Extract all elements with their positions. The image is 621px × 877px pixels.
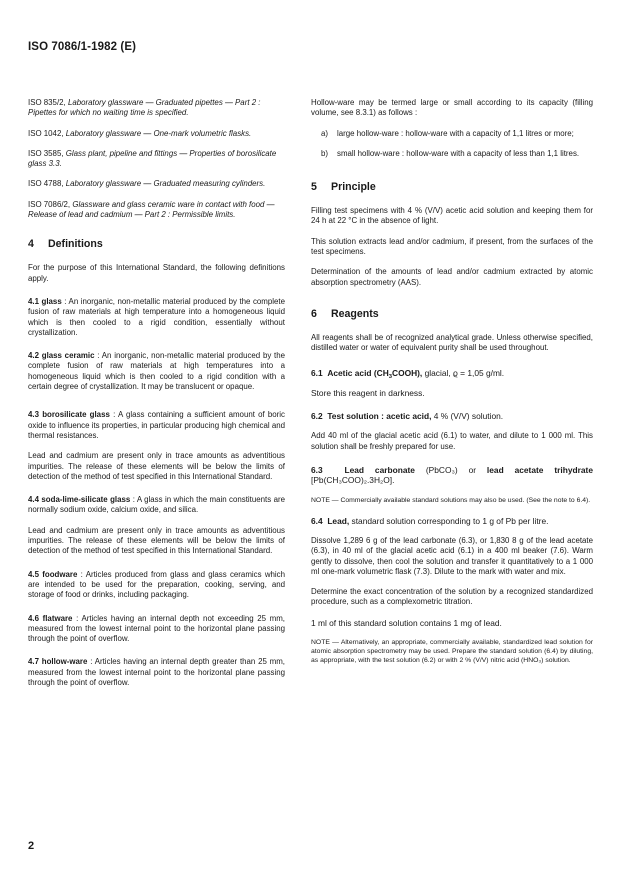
reference-code: ISO 3585, bbox=[28, 148, 64, 158]
reference-iso-4788 bbox=[28, 179, 285, 189]
definition-4-7 bbox=[28, 657, 285, 688]
section-title: Principle bbox=[331, 181, 376, 194]
reagent-spec: standard solution corresponding to 1 g of Pb per litre. bbox=[351, 515, 549, 526]
reagent-6-4 bbox=[311, 516, 593, 526]
definition-4-6 bbox=[28, 614, 285, 645]
definition-4-5 bbox=[28, 570, 285, 601]
definition-text: : An inorganic, non-metallic material produced by the complete fusion of raw materials at high temperatures into a homogeneous liquid which is then cooled to a rigid condition with a certain degree of crystallization. It may be translucent or opaque. bbox=[28, 351, 285, 392]
section-5-heading bbox=[311, 181, 593, 194]
clause-number: 4.2 bbox=[28, 351, 39, 361]
reagent-6-3 bbox=[311, 465, 593, 486]
clause-number: 4.4 bbox=[28, 495, 39, 505]
definition-text: : A glass containing a sufficient amount of boric oxide to influence its properties, in particular producing high chemical and thermal resistances. bbox=[28, 410, 285, 440]
reagent-name: Test solution : acetic acid, bbox=[327, 411, 432, 422]
item-label: a) bbox=[321, 128, 329, 138]
reagent-6-4-procedure: Dissolve 1,289 6 g of the lead carbonate (6.3), or 1,830 8 g of the lead acetate (6.3), in 40 ml of the glacial acetic acid (6.1) in a 400 ml beaker (7.6). Warm gently to dissolve, then cool the solution and transfer it quantitatively to a 1 000 ml one-mark volumetric flask (7.3). Dilute to the mark with water and mix. bbox=[311, 535, 593, 576]
definition-text: : Articles having an internal depth greater than 25 mm, measured from the lowest internal point to the horizontal plane passing through the point of overflow. bbox=[28, 657, 286, 687]
definition-4-3-note: Lead and cadmium are present only in trace amounts as adventitious impurities. The release of these elements will be below the limits of detection of the method of test specified in this International Standard. bbox=[28, 451, 285, 481]
reagent-name-alt: lead acetate trihydrate bbox=[486, 465, 593, 476]
section-title: Definitions bbox=[48, 238, 103, 251]
defined-term: flatware bbox=[42, 613, 73, 623]
definition-text: : A glass in which the main constituents are normally sodium oxide, calcium oxide, and silica. bbox=[28, 495, 285, 515]
clause-number: 4.3 bbox=[28, 410, 39, 420]
clause-number: 6.2 bbox=[311, 411, 323, 422]
reference-title: Glass plant, pipeline and fittings — Properties of borosilicate glass 3.3. bbox=[28, 148, 277, 169]
reagent-6-2-text: Add 40 ml of the glacial acetic acid (6.1) to water, and dilute to 1 000 ml. This solution shall be freshly prepared for use. bbox=[311, 431, 593, 451]
clause-number: 4.6 bbox=[28, 613, 39, 623]
reference-title: Laboratory glassware — One-mark volumetric flasks. bbox=[65, 128, 252, 138]
section-number: 6 bbox=[311, 307, 317, 320]
left-column bbox=[28, 98, 285, 698]
definition-text: : An inorganic, non-metallic material produced by the complete fusion of raw materials at high temperature into a homogeneous liquid which is then cooled to a rigid condition, essentially without crystallization. bbox=[28, 296, 285, 337]
right-column bbox=[311, 98, 593, 676]
section-4-heading bbox=[28, 238, 285, 251]
clause-number: 6.1 bbox=[311, 367, 323, 378]
reference-title: Laboratory glassware — Graduated measuring cylinders. bbox=[65, 179, 266, 189]
defined-term: glass bbox=[41, 296, 62, 306]
reagent-6-1 bbox=[311, 368, 593, 378]
reference-iso-835-2 bbox=[28, 98, 285, 119]
reagent-spec: 4 % (V/V) solution. bbox=[433, 411, 504, 422]
section-4-intro: For the purpose of this International Standard, the following definitions apply. bbox=[28, 263, 285, 283]
reagent-name-part: Acetic acid (CH bbox=[327, 367, 389, 378]
reference-code: ISO 1042, bbox=[28, 128, 64, 138]
reference-iso-1042 bbox=[28, 129, 285, 139]
reagent-6-1-storage: Store this reagent in darkness. bbox=[311, 387, 425, 398]
definition-text: : Articles having an internal depth not exceeding 25 mm, measured from the lowest internal point to the horizontal plane passing through the point of overflow. bbox=[28, 613, 285, 644]
reference-code: ISO 4788, bbox=[28, 179, 64, 189]
clause-number: 6.4 bbox=[311, 515, 323, 526]
reference-title: Glassware and glass ceramic ware in contact with food — Release of lead and cadmium — Part 2 : Permissible limits. bbox=[28, 199, 275, 220]
principle-para-2: This solution extracts lead and/or cadmium, if present, from the surfaces of the test specimens. bbox=[311, 236, 593, 257]
section-number: 5 bbox=[311, 181, 317, 194]
reference-code: ISO 7086/2, bbox=[28, 199, 71, 209]
reagent-name: Lead, bbox=[327, 515, 350, 526]
reference-code: ISO 835/2, bbox=[28, 98, 66, 107]
defined-term: foodware bbox=[42, 569, 78, 579]
hollow-ware-item-a bbox=[321, 129, 593, 139]
item-label: b) bbox=[321, 148, 329, 158]
section-6-heading bbox=[311, 308, 593, 321]
reagent-formula: (PbCO₃) bbox=[425, 465, 458, 476]
section-title: Reagents bbox=[331, 307, 379, 320]
clause-number: 4.1 bbox=[28, 296, 39, 306]
conjunction: or bbox=[468, 465, 477, 476]
reference-iso-7086-2 bbox=[28, 200, 285, 221]
clause-number: 4.5 bbox=[28, 569, 39, 579]
item-text: large hollow-ware : hollow-ware with a capacity of 1,1 litres or more; bbox=[337, 128, 574, 138]
section-number: 4 bbox=[28, 238, 34, 251]
principle-para-1: Filling test specimens with 4 % (V/V) acetic acid solution and keeping them for 24 h at 22 °C in the absence of light. bbox=[311, 206, 593, 226]
reagent-6-3-note: NOTE — Commercially available standard solutions may also be used. (See the note to 6.4). bbox=[311, 496, 591, 504]
definition-4-3 bbox=[28, 410, 285, 441]
item-text: small hollow-ware : hollow-ware with a capacity of less than 1,1 litres. bbox=[337, 148, 580, 158]
definition-4-2 bbox=[28, 351, 285, 392]
definition-4-4 bbox=[28, 495, 285, 516]
reagent-6-4-concentration: 1 ml of this standard solution contains 1 mg of lead. bbox=[311, 617, 502, 628]
reagents-intro: All reagents shall be of recognized analytical grade. Unless otherwise specified, distilled water or water of equivalent purity shall be used throughout. bbox=[311, 332, 593, 353]
reagent-6-4-note: NOTE — Alternatively, an appropriate, commercially available, standardized lead solution for atomic absorption spectrometry may be used. Prepare the standard solution (6.4) by diluting, as appropriate, with the test solution (6.2) or with 2 % (V/V) nitric acid (HNO₃) solution. bbox=[311, 639, 593, 665]
reference-title: Laboratory glassware — Graduated pipettes — Part 2 : Pipettes for which no waiting time is specified. bbox=[28, 98, 261, 118]
clause-number: 4.7 bbox=[28, 657, 39, 667]
formula-subscript: 3 bbox=[388, 373, 393, 380]
reagent-name bbox=[327, 368, 422, 378]
defined-term: borosilicate glass bbox=[42, 410, 110, 420]
defined-term: hollow-ware bbox=[41, 657, 88, 667]
reagent-6-4-determination: Determine the exact concentration of the solution by a recognized standardized procedure, such as a complexometric titration. bbox=[311, 587, 593, 607]
reference-iso-3585 bbox=[28, 149, 285, 170]
document-header: ISO 7086/1-1982 (E) bbox=[28, 41, 137, 53]
defined-term: glass ceramic bbox=[41, 351, 95, 361]
page-number: 2 bbox=[28, 840, 35, 852]
principle-para-3: Determination of the amounts of lead and/or cadmium extracted by atomic absorption spectrometry (AAS). bbox=[311, 267, 593, 287]
hollow-ware-item-b bbox=[321, 149, 593, 159]
reagent-name-part: COOH), bbox=[392, 367, 423, 378]
defined-term: soda-lime-silicate glass bbox=[41, 495, 131, 505]
definition-4-4-note: Lead and cadmium are present only in trace amounts as adventitious impurities. The release of these elements will be below the limits of detection of the method of test specified in this International Standard. bbox=[28, 525, 285, 556]
clause-number: 6.3 bbox=[311, 465, 323, 476]
hollow-ware-intro: Hollow-ware may be termed large or small according to its capacity (filling volume, see 8.3.1) as follows : bbox=[311, 98, 593, 118]
definition-text: : Articles produced from glass and glass ceramics which are intended to be used for the preparation, cooking, serving, and storage of food or drinks, including packaging. bbox=[28, 569, 285, 600]
reagent-formula-alt: [Pb(CH₃COO)₂.3H₂O]. bbox=[311, 475, 395, 486]
definition-4-1 bbox=[28, 297, 285, 338]
reagent-name: Lead carbonate bbox=[344, 465, 415, 476]
reagent-6-2 bbox=[311, 411, 593, 421]
reagent-spec: glacial, ϱ = 1,05 g/ml. bbox=[424, 367, 505, 378]
